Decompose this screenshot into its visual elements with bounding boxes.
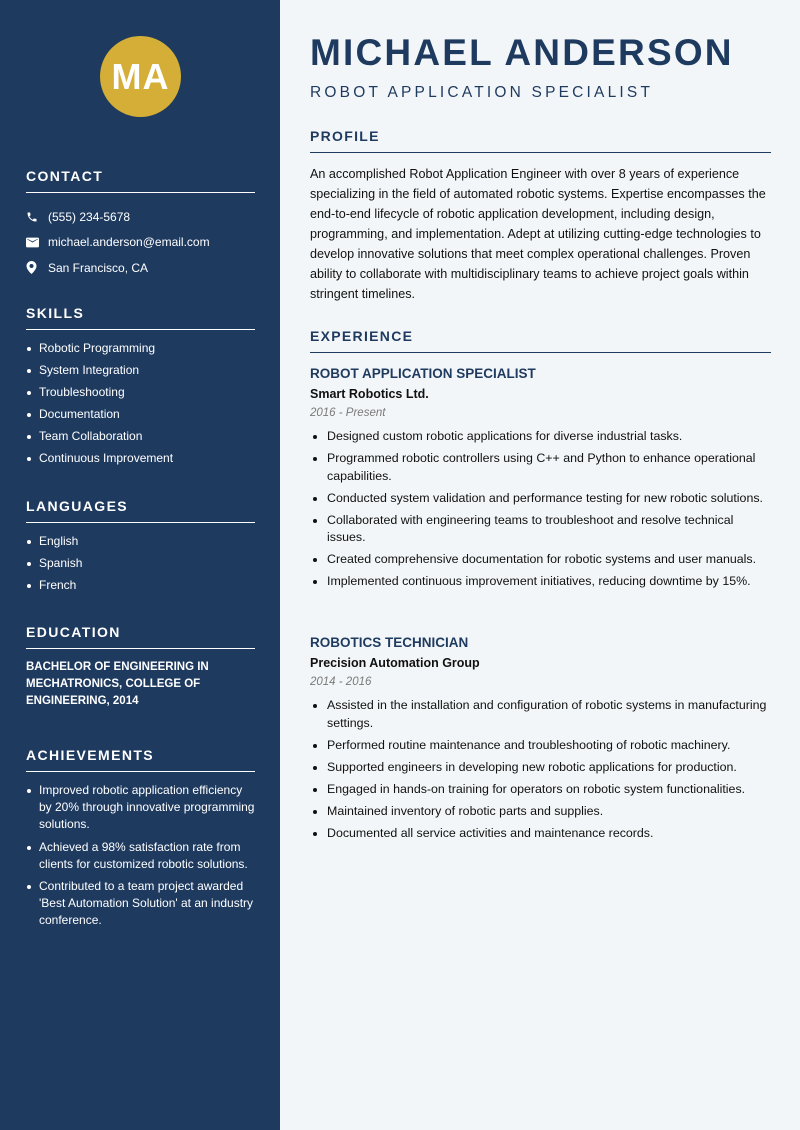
contact-heading: CONTACT xyxy=(26,168,255,193)
job-bullet: Assisted in the installation and configuration of robotic systems in manufacturing settings. xyxy=(310,697,771,732)
languages-section xyxy=(26,498,255,599)
job-bullet: Supported engineers in developing new robotic applications for production. xyxy=(310,759,771,777)
achievement-item: Achieved a 98% satisfaction rate from clients for customized robotic solutions. xyxy=(26,839,255,873)
job-bullet: Performed routine maintenance and troubleshooting of robotic machinery. xyxy=(310,737,771,755)
location-text: San Francisco, CA xyxy=(48,260,149,275)
education-heading: EDUCATION xyxy=(26,624,255,649)
email-icon xyxy=(26,237,48,248)
education-section xyxy=(26,624,255,710)
candidate-name: MICHAEL ANDERSON xyxy=(310,32,734,73)
contact-section xyxy=(26,168,255,281)
job-role: ROBOT APPLICATION SPECIALIST xyxy=(310,366,536,381)
skill-item: Robotic Programming xyxy=(26,340,255,357)
job-entry xyxy=(310,635,771,847)
skill-item: Continuous Improvement xyxy=(26,450,255,467)
achievements-heading: ACHIEVEMENTS xyxy=(26,747,255,772)
job-company: Precision Automation Group xyxy=(310,656,480,670)
skills-section xyxy=(26,305,255,472)
skill-item: Team Collaboration xyxy=(26,428,255,445)
avatar xyxy=(100,36,181,117)
language-item: Spanish xyxy=(26,555,255,572)
location-pin-icon xyxy=(26,261,48,274)
job-bullets xyxy=(310,697,771,842)
avatar-initials: MA xyxy=(111,55,170,97)
education-entry: BACHELOR OF ENGINEERING IN MECHATRONICS, COLLEGE OF ENGINEERING, 2014 xyxy=(26,661,209,707)
job-company: Smart Robotics Ltd. xyxy=(310,387,429,401)
job-bullet: Collaborated with engineering teams to troubleshoot and resolve technical issues. xyxy=(310,512,771,547)
skills-list xyxy=(26,340,255,467)
job-bullet: Created comprehensive documentation for robotic systems and user manuals. xyxy=(310,551,771,569)
contact-email xyxy=(26,230,255,256)
email-text: michael.anderson@email.com xyxy=(48,235,210,250)
skill-item: Troubleshooting xyxy=(26,384,255,401)
profile-text: An accomplished Robot Application Engineer with over 8 years of experience specializing in the field of automated robotic systems. Expertise encompasses the end-to-end lifecycle of robotic application development, including design, programming, and implementation. Adept at utilizing cutting-edge technologies to develop innovative solutions that meet complex operational challenges. Proven ability to collaborate with multidisciplinary teams to achieve project goals within stringent timelines. xyxy=(310,167,766,301)
contact-list xyxy=(26,204,255,281)
job-bullet: Documented all service activities and maintenance records. xyxy=(310,825,771,843)
contact-phone xyxy=(26,204,255,230)
achievements-section xyxy=(26,747,255,935)
language-item: French xyxy=(26,577,255,594)
achievement-item: Contributed to a team project awarded 'Best Automation Solution' at an industry conference. xyxy=(26,878,255,929)
contact-location xyxy=(26,255,255,281)
languages-heading: LANGUAGES xyxy=(26,498,255,523)
job-bullets xyxy=(310,428,771,591)
experience-heading: EXPERIENCE xyxy=(310,328,771,353)
languages-list xyxy=(26,533,255,594)
profile-heading: PROFILE xyxy=(310,128,771,153)
job-dates: 2016 - Present xyxy=(310,407,386,419)
candidate-title: ROBOT APPLICATION SPECIALIST xyxy=(310,84,654,101)
skills-heading: SKILLS xyxy=(26,305,255,330)
skill-item: System Integration xyxy=(26,362,255,379)
job-entry xyxy=(310,366,771,595)
job-bullet: Conducted system validation and performance testing for new robotic solutions. xyxy=(310,490,771,508)
job-bullet: Designed custom robotic applications for diverse industrial tasks. xyxy=(310,428,771,446)
phone-icon xyxy=(26,211,48,223)
language-item: English xyxy=(26,533,255,550)
job-bullet: Implemented continuous improvement initiatives, reducing downtime by 15%. xyxy=(310,573,771,591)
skill-item: Documentation xyxy=(26,406,255,423)
sidebar xyxy=(0,0,280,1130)
job-bullet: Engaged in hands-on training for operators on robotic system functionalities. xyxy=(310,781,771,799)
phone-text: (555) 234-5678 xyxy=(48,209,131,224)
achievement-item: Improved robotic application efficiency by 20% through innovative programming solutions. xyxy=(26,782,255,833)
job-role: ROBOTICS TECHNICIAN xyxy=(310,635,469,650)
job-bullet: Programmed robotic controllers using C++ and Python to enhance operational capabilities. xyxy=(310,450,771,485)
job-dates: 2014 - 2016 xyxy=(310,676,372,688)
job-bullet: Maintained inventory of robotic parts and supplies. xyxy=(310,803,771,821)
achievements-list xyxy=(26,782,255,929)
